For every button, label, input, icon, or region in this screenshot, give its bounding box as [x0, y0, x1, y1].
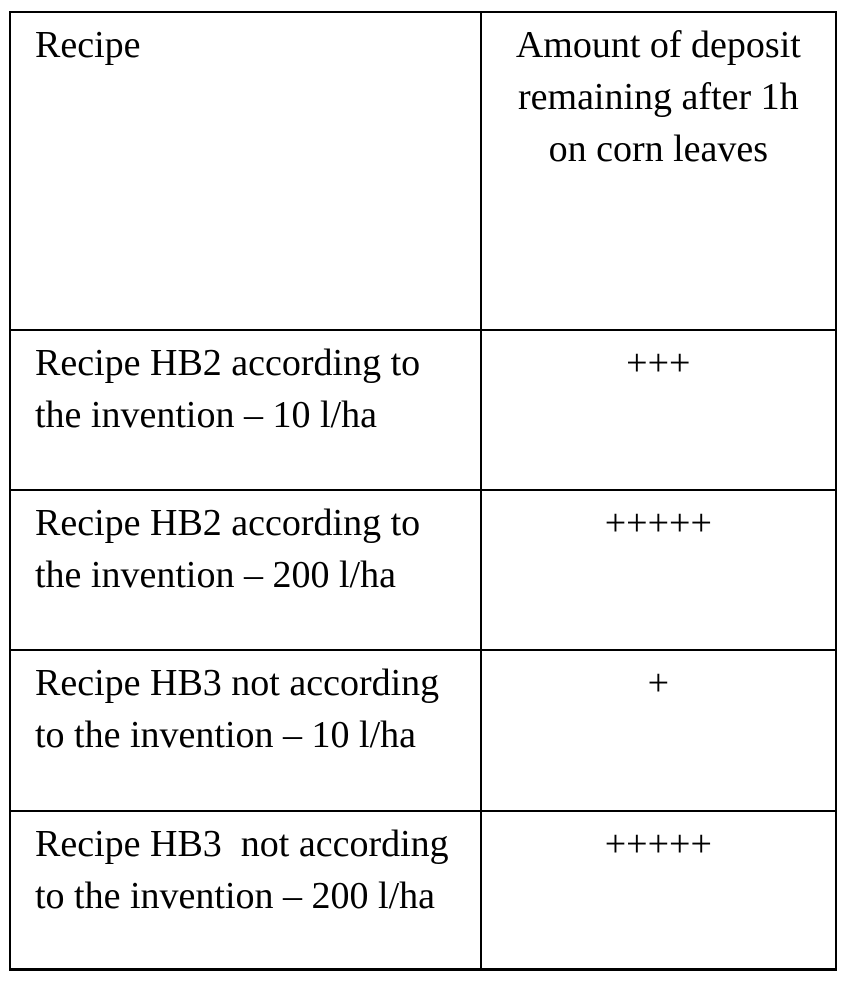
- recipe-cell: Recipe HB3 not according to the invention – 10 l/ha: [10, 650, 481, 811]
- recipe-cell: Recipe HB2 according to the invention – 10 l/ha: [10, 330, 481, 490]
- deposit-table: [9, 11, 837, 971]
- header-amount-text: Amount of deposit remaining after 1h on corn leaves: [516, 24, 801, 170]
- amount-cell: +++: [481, 330, 836, 490]
- amount-cell: +++++: [481, 490, 836, 650]
- header-row: [10, 12, 836, 330]
- header-recipe: Recipe: [10, 12, 481, 330]
- amount-cell: +: [481, 650, 836, 811]
- recipe-cell: Recipe HB2 according to the invention – 200 l/ha: [10, 490, 481, 650]
- amount-cell: +++++: [481, 811, 836, 969]
- table-row: [10, 330, 836, 490]
- table-row: [10, 811, 836, 969]
- table-row: [10, 490, 836, 650]
- table-row: [10, 650, 836, 811]
- recipe-cell: Recipe HB3 not according to the invention – 200 l/ha: [10, 811, 481, 969]
- header-amount: [481, 12, 836, 330]
